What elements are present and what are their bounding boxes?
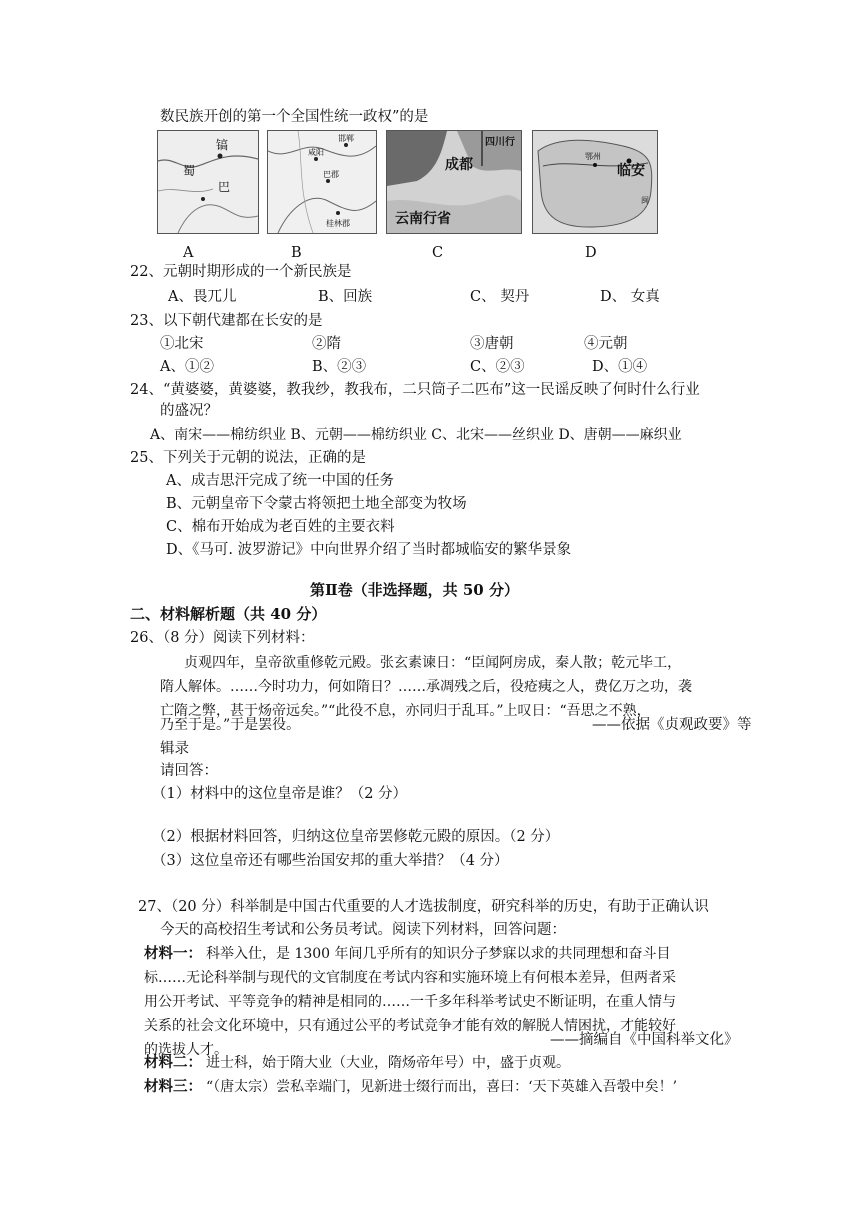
q23-option-d: D、①④ [592,359,648,375]
q22-option-a: A、畏兀儿 [168,289,237,305]
q27-material-1-label: 材料一： [144,945,202,962]
q23-item-4: ④元朝 [584,336,628,352]
map-a-text-2: 蜀 [183,164,196,178]
question-26-stem: 26、（8 分）阅读下列材料： [130,630,315,646]
map-b-text-4: 桂林郡 [326,219,350,228]
q25-option-c: C、棉布开始成为老百姓的主要衣料 [166,519,395,535]
q22-option-c: C、 契丹 [470,289,530,305]
q27-material-3-label: 材料三： [144,1078,202,1095]
q26-material-line-1: 贞观四年，皇帝欲重修乾元殿。张玄素谏日：“臣闻阿房成，秦人散；乾元毕工， [184,655,682,671]
q23-option-c: C、②③ [470,359,525,375]
question-23-stem: 23、以下朝代建都在长安的是 [130,313,323,329]
part-2-title: 第Ⅱ卷（非选择题，共 50 分） [310,581,519,599]
q23-option-b: B、②③ [312,359,367,375]
q27-material-1-source: ——摘编自《中国科举文化》 [550,1032,739,1048]
q26-sub-question-2: （2）根据材料回答，归纳这位皇帝罢修乾元殿的原因。（2 分） [152,829,560,845]
q26-sub-question-3: （3）这位皇帝还有哪些治国安邦的重大举措？（4 分） [152,853,509,869]
q25-option-a: A、成吉思汗完成了统一中国的任务 [166,473,394,489]
q23-item-1: ①北宋 [160,336,204,352]
q26-material-line-2: 隋人解体。……今时功力，何如隋日？……承凋残之后，役疮痍之人，费亿万之功，袭 [160,679,692,695]
map-b-label: B [291,245,302,261]
q27-material-1-line-3: 用公开考试、平等竞争的精神是相同的……一千多年科举考试史不断证明，在重人情与 [144,994,676,1010]
map-option-c [386,130,522,234]
map-d-label: D [585,245,597,261]
q22-option-d: D、 女真 [600,289,660,305]
map-c-text-3: 云南行省 [395,211,451,227]
map-option-b [267,130,377,234]
question-27-stem-2: 今天的高校招生考试和公务员考试。阅读下列材料，回答问题： [160,922,566,938]
map-c-image [387,131,521,233]
map-d-text-1: 临安 [617,163,645,179]
q26-material-line-4: 乃至于是。”于是罢役。 [160,717,301,733]
map-b-image [268,131,376,233]
map-b-text-2: 咸阳 [308,148,324,157]
map-a-image [158,131,258,233]
map-d-text-2: 鄂州 [585,152,601,161]
q27-material-2-label: 材料二： [144,1054,202,1071]
map-d-image [533,131,657,233]
q26-sub-question-1: （1）材料中的这位皇帝是谁？（2 分） [152,786,408,802]
q27-material-2-text: 进士科，始于隋大业（大业，隋炀帝年号）中，盛于贞观。 [206,1055,570,1071]
q23-item-2: ②隋 [312,336,341,352]
map-c-label: C [432,245,444,261]
q23-item-3: ③唐朝 [470,336,514,352]
q27-material-1-line-4: 关系的社会文化环境中，只有通过公平的考试竞争才能有效的解脱人情困扰，才能较好 [144,1018,676,1034]
q26-source-2: 辑录 [160,741,189,757]
q25-option-b: B、元朝皇帝下令蒙古将领把土地全部变为牧场 [166,496,467,512]
q27-material-3-text: “（唐太宗）尝私幸端门，见新进士缀行而出，喜曰：‘天下英雄入吾彀中矣！’ [206,1079,678,1095]
question-25-stem: 25、下列关于元朝的说法，正确的是 [130,450,366,466]
question-21-stem-tail: 数民族开创的第一个全国性统一政权”的是 [160,109,429,125]
question-27-stem: 27、（20 分）科举制是中国古代重要的人才选拔制度，研究科举的历史，有助于正确认识 [138,899,709,915]
section-2-heading: 二、材料解析题（共 40 分） [130,605,327,623]
map-a-text-3: 巴 [218,180,231,194]
question-24-stem: 24、“黄婆婆，黄婆婆，教我纱，教我布，二只筒子二匹布”这一民谣反映了何时什么行业 [130,382,700,398]
q26-material-line-3: 亡隋之弊，甚于炀帝远矣。”“此役不息，亦同归于乱耳。”上叹日：“吾思之不熟， [160,703,651,719]
q26-ask: 请回答： [160,763,218,779]
q25-option-d: D、《马可. 波罗游记》中向世界介绍了当时都城临安的繁华景象 [166,542,572,558]
question-24-stem-2: 的盛况？ [160,403,218,419]
q27-material-1-line-1: 科举入仕，是 1300 年间几乎所有的知识分子梦寐以求的共同理想和奋斗目 [206,946,671,962]
map-b-text-3: 巴郡 [323,170,339,179]
q23-option-a: A、①② [160,359,214,375]
q27-material-1-line-2: 标……无论科举制与现代的文官制度在考试内容和实施环境上有何根本差异，但两者采 [144,970,676,986]
q24-options: A、南宋——棉纺织业 B、元朝——棉纺织业 C、北宋——丝织业 D、唐朝——麻织业 [150,427,682,443]
map-c-text-2: 四川行 [485,137,515,148]
q22-option-b: B、回族 [318,289,373,305]
map-a-text-1: 镐 [216,138,229,152]
map-b-text-1: 邯郸 [338,134,354,143]
map-option-d [532,130,658,234]
question-22-stem: 22、元朝时期形成的一个新民族是 [130,264,352,280]
map-c-text-1: 成都 [445,157,473,173]
q27-material-1-line-5: 的选拔人才。 [144,1042,228,1058]
map-option-a [157,130,259,234]
map-d-text-3: 闽 [641,196,649,205]
q26-source: ——依据《贞观政要》等 [592,717,752,733]
map-a-label: A [183,245,194,261]
